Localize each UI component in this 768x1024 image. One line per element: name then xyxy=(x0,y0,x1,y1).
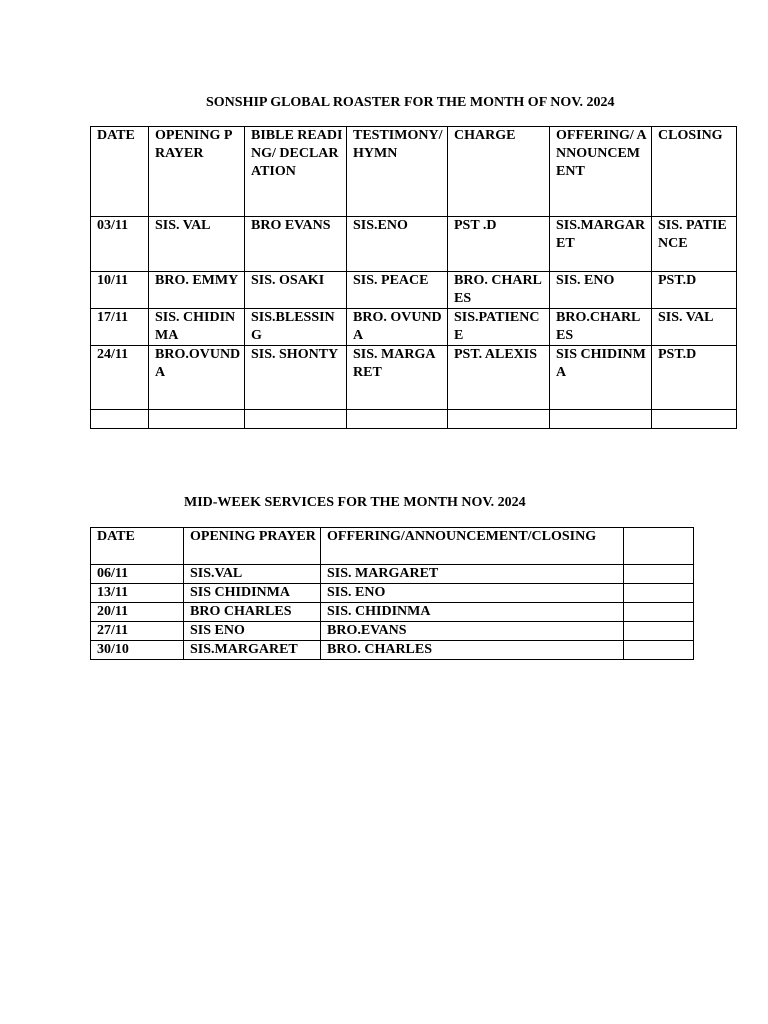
table-cell: SIS. VAL xyxy=(149,217,245,272)
table-row xyxy=(91,272,737,309)
table-row xyxy=(91,217,737,272)
table-cell: BRO CHARLES xyxy=(184,603,321,622)
table-row xyxy=(91,641,694,660)
table-cell: SIS.VAL xyxy=(184,565,321,584)
table-cell: BRO EVANS xyxy=(245,217,347,272)
date-cell: 27/11 xyxy=(91,622,184,641)
date-cell: 30/10 xyxy=(91,641,184,660)
roster-table xyxy=(90,126,737,429)
table-row xyxy=(91,565,694,584)
table-cell xyxy=(550,410,652,429)
roster-header-row xyxy=(91,127,737,217)
table-row xyxy=(91,603,694,622)
header-cell xyxy=(624,528,694,565)
table-cell: SIS. CHIDINMA xyxy=(149,309,245,346)
table-row xyxy=(91,622,694,641)
table-cell: SIS. MARGARET xyxy=(321,565,624,584)
table-cell: SIS. OSAKI xyxy=(245,272,347,309)
header-cell: CHARGE xyxy=(448,127,550,217)
header-cell: OPENING PRAYER xyxy=(184,528,321,565)
header-cell: OFFERING/ANNOUNCEMENT/CLOSING xyxy=(321,528,624,565)
table-cell: SIS CHIDINMA xyxy=(184,584,321,603)
table-cell: BRO. CHARLES xyxy=(448,272,550,309)
table-row-empty xyxy=(91,410,737,429)
table-cell xyxy=(149,410,245,429)
date-cell: 13/11 xyxy=(91,584,184,603)
date-cell: 17/11 xyxy=(91,309,149,346)
table-cell: SIS. VAL xyxy=(652,309,737,346)
header-cell: DATE xyxy=(91,528,184,565)
midweek-table xyxy=(90,527,694,660)
table-cell: SIS.PATIENCE xyxy=(448,309,550,346)
table-cell xyxy=(91,410,149,429)
table-cell xyxy=(245,410,347,429)
table-cell: SIS. ENO xyxy=(550,272,652,309)
table-cell xyxy=(624,584,694,603)
table-cell: SIS. CHIDINMA xyxy=(321,603,624,622)
table-cell xyxy=(347,410,448,429)
table-cell: SIS.BLESSING xyxy=(245,309,347,346)
table-cell: PST. ALEXIS xyxy=(448,346,550,410)
table-cell xyxy=(624,565,694,584)
table-cell: PST.D xyxy=(652,272,737,309)
midweek-title: MID-WEEK SERVICES FOR THE MONTH NOV. 2024 xyxy=(184,495,526,510)
table-cell: SIS. PATIENCE xyxy=(652,217,737,272)
header-cell: BIBLE READING/ DECLARATION xyxy=(245,127,347,217)
date-cell: 20/11 xyxy=(91,603,184,622)
header-cell: OFFERING/ ANNOUNCEMENT xyxy=(550,127,652,217)
table-cell xyxy=(624,622,694,641)
date-cell: 03/11 xyxy=(91,217,149,272)
header-cell: CLOSING xyxy=(652,127,737,217)
date-cell: 10/11 xyxy=(91,272,149,309)
table-cell: SIS.MARGARET xyxy=(184,641,321,660)
table-cell: SIS.MARGARET xyxy=(550,217,652,272)
table-cell xyxy=(652,410,737,429)
table-cell: SIS ENO xyxy=(184,622,321,641)
table-cell: SIS. MARGARET xyxy=(347,346,448,410)
table-cell: SIS. ENO xyxy=(321,584,624,603)
roster-title: SONSHIP GLOBAL ROASTER FOR THE MONTH OF NOV. 2024 xyxy=(206,95,615,110)
table-cell: BRO. EMMY xyxy=(149,272,245,309)
header-cell: DATE xyxy=(91,127,149,217)
midweek-header-row xyxy=(91,528,694,565)
header-cell: OPENING PRAYER xyxy=(149,127,245,217)
table-cell: BRO.CHARLES xyxy=(550,309,652,346)
table-cell xyxy=(624,603,694,622)
table-cell: BRO. CHARLES xyxy=(321,641,624,660)
table-row xyxy=(91,584,694,603)
table-row xyxy=(91,346,737,410)
table-cell xyxy=(448,410,550,429)
table-cell: SIS CHIDINMA xyxy=(550,346,652,410)
table-cell: BRO.OVUNDA xyxy=(149,346,245,410)
table-cell xyxy=(624,641,694,660)
table-cell: BRO.EVANS xyxy=(321,622,624,641)
table-cell: SIS.ENO xyxy=(347,217,448,272)
table-cell: SIS. SHONTY xyxy=(245,346,347,410)
table-cell: SIS. PEACE xyxy=(347,272,448,309)
table-cell: BRO. OVUNDA xyxy=(347,309,448,346)
date-cell: 06/11 xyxy=(91,565,184,584)
table-cell: PST .D xyxy=(448,217,550,272)
date-cell: 24/11 xyxy=(91,346,149,410)
header-cell: TESTIMONY/HYMN xyxy=(347,127,448,217)
table-row xyxy=(91,309,737,346)
table-cell: PST.D xyxy=(652,346,737,410)
